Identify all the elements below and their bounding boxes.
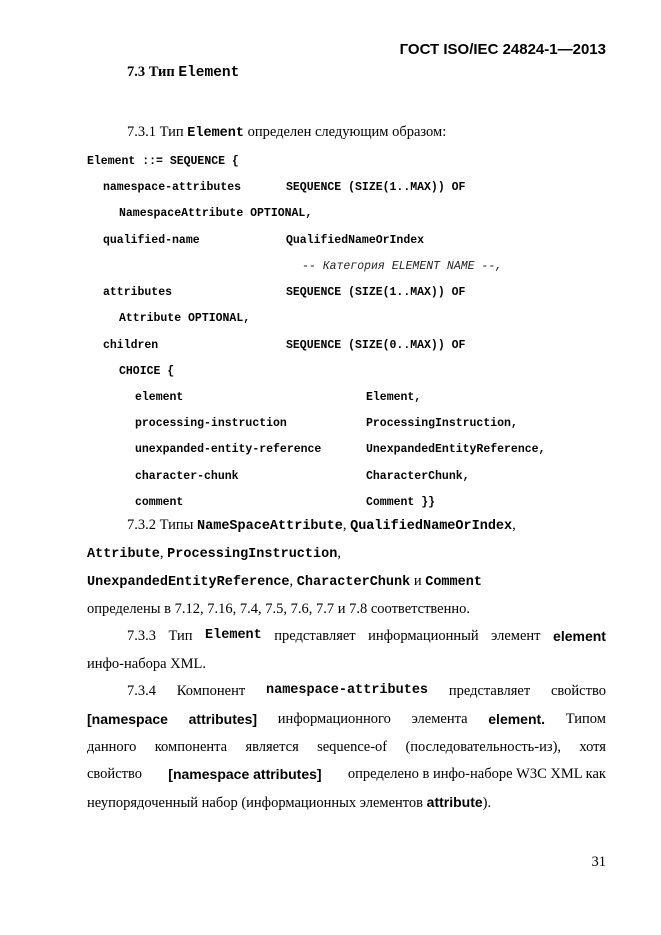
code-line: element (135, 391, 184, 404)
code-line: unexpanded-entity-reference (135, 443, 322, 456)
code-line: children (103, 339, 159, 352)
code-comment: -- Категория ELEMENT NAME --, (302, 260, 503, 273)
code-line: SEQUENCE (SIZE(0..MAX)) OF (286, 339, 466, 352)
section-number: 7.3 Тип (127, 64, 175, 80)
code-line: namespace-attributes (103, 181, 242, 194)
code-line: SEQUENCE (SIZE(1..MAX)) OF (286, 181, 466, 194)
code-line: Element, (366, 391, 422, 404)
code-line: Comment }} (366, 496, 436, 509)
code-line: Attribute OPTIONAL, (119, 312, 251, 325)
code-line: CHOICE { (119, 365, 175, 378)
paragraph-7-3-1: 7.3.1 Тип Element определен следующим образом: (127, 124, 447, 141)
section-heading (127, 64, 239, 81)
code-line: character-chunk (135, 470, 239, 483)
code-line: qualified-name (103, 234, 200, 247)
section-type-name: Element (178, 65, 240, 81)
code-line: CharacterChunk, (366, 470, 470, 483)
code-line: NamespaceAttribute OPTIONAL, (119, 207, 313, 220)
type-element: Element (187, 126, 244, 141)
code-line: Element ::= SEQUENCE { (87, 155, 239, 168)
page-number: 31 (591, 854, 606, 870)
code-line: UnexpandedEntityReference, (366, 443, 546, 456)
code-line: attributes (103, 286, 173, 299)
code-line: QualifiedNameOrIndex (286, 234, 425, 247)
standard-header: ГОСТ ISO/IEC 24824-1—2013 (399, 41, 606, 58)
code-line: processing-instruction (135, 417, 287, 430)
code-line: ProcessingInstruction, (366, 417, 518, 430)
code-line: SEQUENCE (SIZE(1..MAX)) OF (286, 286, 466, 299)
code-line: comment (135, 496, 184, 509)
